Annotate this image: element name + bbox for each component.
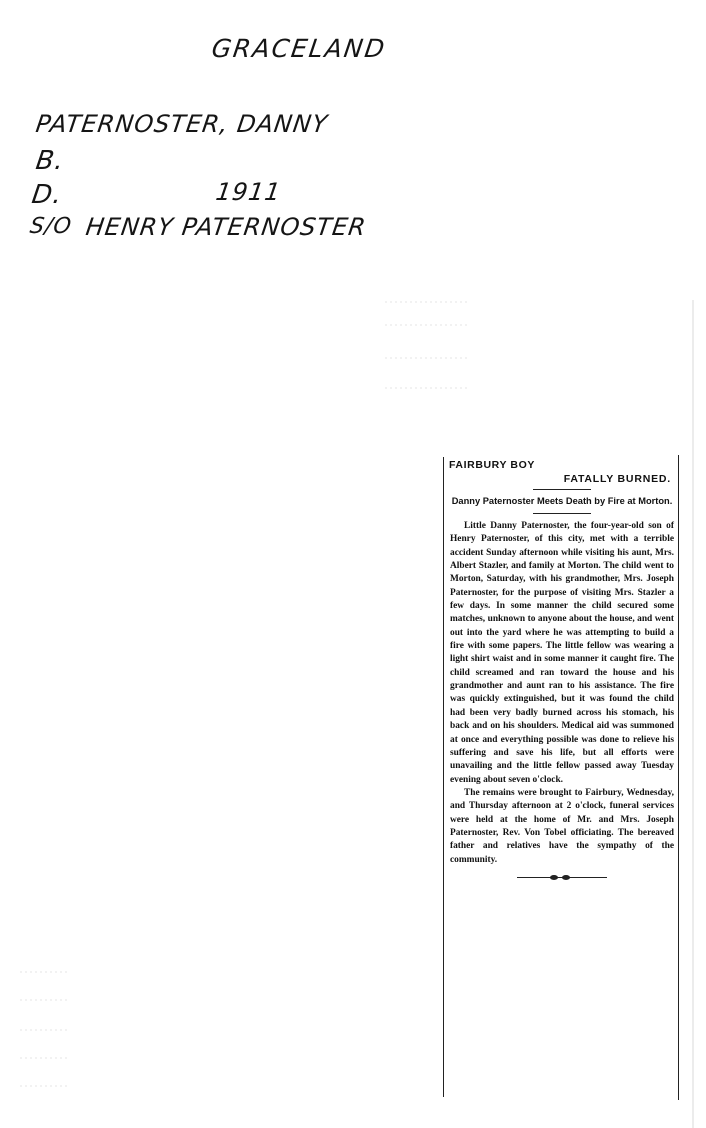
newspaper-clipping — [443, 455, 679, 1100]
handwritten-parent-prefix: S/O — [28, 214, 74, 239]
handwritten-name: PATERNOSTER, DANNY — [34, 110, 330, 138]
handwritten-death-year: 1911 — [214, 178, 284, 206]
handwritten-parent-name: HENRY PATERNOSTER — [84, 213, 369, 241]
handwritten-cemetery: GRACELAND — [209, 34, 389, 63]
headline-rule — [533, 489, 591, 490]
clipping-left-border — [443, 457, 444, 1097]
subheadline-rule — [533, 513, 591, 514]
clipping-right-border — [678, 455, 679, 1100]
subheadline: Danny Paternoster Meets Death by Fire at Morton. — [451, 496, 673, 506]
clipping-content — [449, 459, 675, 881]
article-body — [449, 520, 675, 867]
handwritten-birth-label: B. — [33, 146, 67, 176]
headline-line-2: FATALLY BURNED. — [563, 473, 671, 485]
handwritten-death-label: D. — [29, 180, 65, 210]
article-paragraph-2: The remains were brought to Fairbury, Wednesday, and Thursday afternoon at 2 o'clock, funeral services were held at the home of Mr. and Mrs. Joseph Paternoster, Rev. Von Tobel officiating. The bereaved father and relatives have the sympathy of the community. — [450, 787, 674, 865]
headline-line-1: FAIRBURY BOY — [449, 459, 535, 471]
article-paragraph-1: Little Danny Paternoster, the four-year-old son of Henry Paternoster, of this city, met with a terrible accident Sunday afternoon while visiting his aunt, Mrs. Albert Stazler, and family at Morton. The child went to Morton, Saturday, with his grandmother, Mrs. Joseph Paternoster, for the purpose of visiting Mrs. Stazler a few days. In some manner the child secured some matches, unknown to anyone about the house, and went out into the yard where he was attempting to build a fire with some papers. The little fellow was wearing a light shirt waist and in some manner it caught fire. The child screamed and ran toward the house and his grandmother and aunt ran to his assistance. The fire was quickly extinguished, but it was found the child had been very badly burned across his stomach, his back and on his shoulders. Medical aid was summoned at once and everything possible was done to relieve his suffering and save his life, but all efforts were unavailing and the little fellow passed away Tuesday evening about seven o'clock. — [450, 521, 674, 785]
end-ornament-rule — [517, 875, 607, 881]
